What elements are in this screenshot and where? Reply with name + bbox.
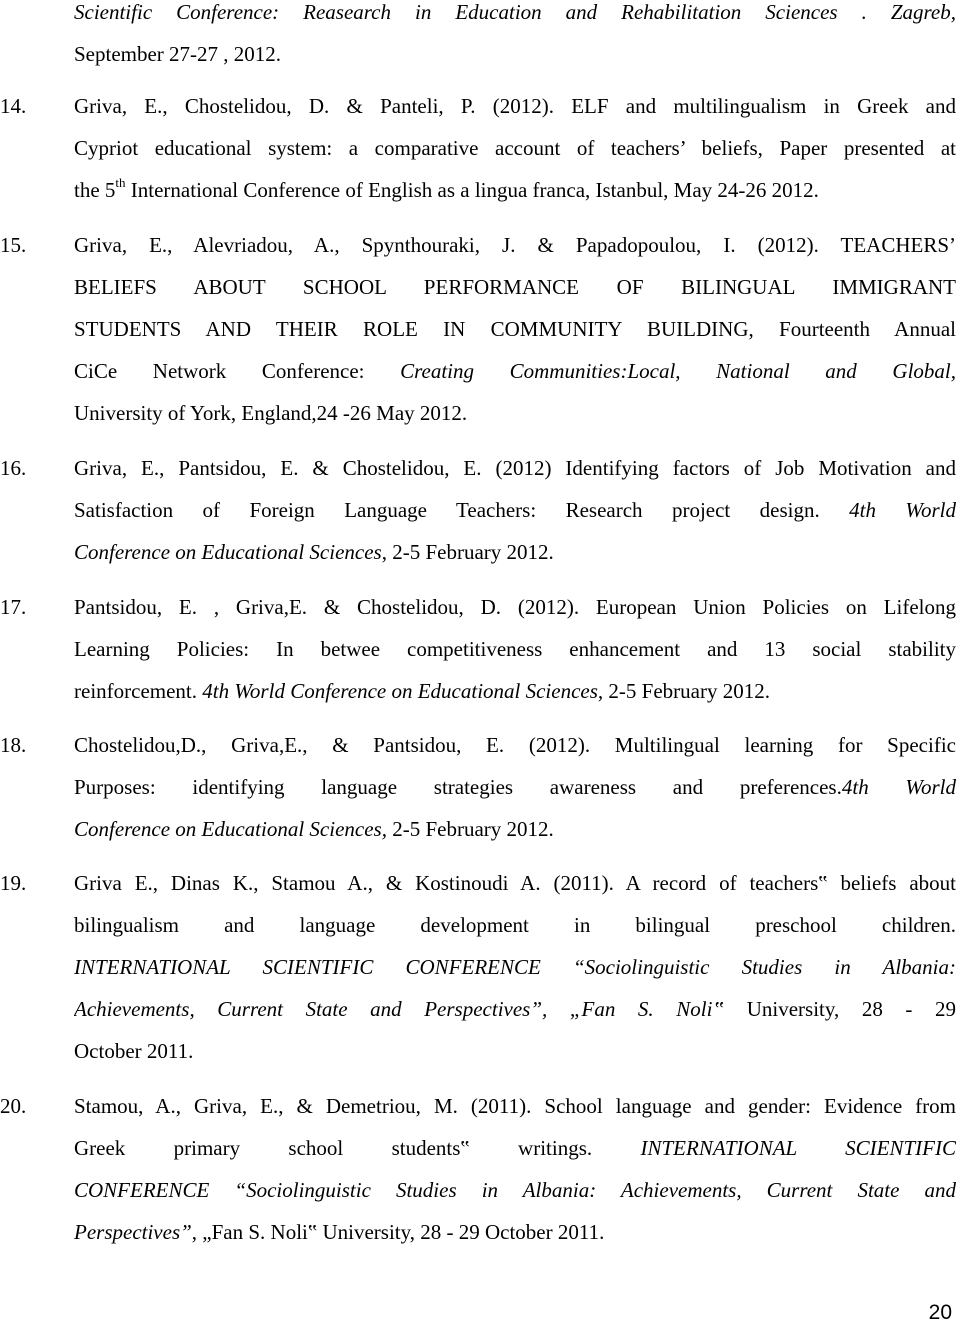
ref-line: Griva E., Dinas K., Stamou A., & Kostinoudi A. (2011). A record of teachers‟ beliefs about [74, 871, 956, 895]
ref-line [74, 989, 956, 1031]
ref-line: Chostelidou,D., Griva,E., & Pantsidou, E. (2012). Multilingual learning for Specific [74, 733, 956, 757]
ref-line: bilingualism and language development in bilingual preschool children. [74, 913, 956, 937]
ref-line [74, 767, 956, 809]
ref-text: University, 28 - 29 [724, 997, 956, 1021]
ref-text: reinforcement. [74, 679, 203, 703]
page-number: 20 [928, 1301, 952, 1324]
ref-conference-title: Creating Communities:Local, National and Global, [400, 359, 956, 383]
ref-line: September 27-27 , 2012. [74, 42, 282, 66]
ref-number: 18. [0, 733, 27, 757]
ref-line: Griva, E., Pantsidou, E. & Chostelidou, E. (2012) Identifying factors of Job Motivation and [74, 456, 956, 480]
ref-number: 17. [0, 595, 27, 619]
ref-line: BELIEFS ABOUT SCHOOL PERFORMANCE OF BILINGUAL IMMIGRANT [74, 275, 956, 299]
ref-line [74, 1212, 604, 1254]
ref-text: , „Fan S. Noli‟ University, 28 - 29 October 2011. [191, 1220, 605, 1244]
ref-text: 2-5 February 2012. [386, 817, 554, 841]
ref-number: 16. [0, 456, 27, 480]
ref-line: Griva, E., Chostelidou, D. & Panteli, P. (2012). ELF and multilingualism in Greek and [74, 94, 956, 118]
ref-text: CiCe Network Conference: [74, 359, 401, 383]
ref-text: Greek primary school students‟ writings. [74, 1136, 641, 1160]
ref-conference-title: Conference on Educational Sciences [74, 540, 382, 564]
ref-number: 20. [0, 1094, 27, 1118]
ref-line: STUDENTS AND THEIR ROLE IN COMMUNITY BUILDING, Fourteenth Annual [74, 317, 956, 341]
ref-number: 14. [0, 94, 27, 118]
ref-line: Cypriot educational system: a comparative account of teachers’ beliefs, Paper presented at [74, 136, 956, 160]
ref-line: Pantsidou, E. , Griva,E. & Chostelidou, D. (2012). European Union Policies on Lifelong [74, 595, 956, 619]
ref-conference-title: 4th World [849, 498, 956, 522]
ref-line: Griva, E., Alevriadou, A., Spynthouraki, J. & Papadopoulou, I. (2012). TEACHERS’ [74, 233, 956, 257]
ref-superscript: th [115, 175, 126, 190]
ref-text: Satisfaction of Foreign Language Teachers: Research project design. [74, 498, 850, 522]
ref-line: Scientific Conference: Reasearch in Education and Rehabilitation Sciences . Zagreb, [74, 0, 956, 24]
ref-line [74, 490, 956, 532]
ref-text: Purposes: identifying language strategies awareness and preferences. [74, 775, 842, 799]
ref-line [74, 1128, 956, 1170]
ref-number: 15. [0, 233, 27, 257]
ref-line [74, 170, 819, 212]
ref-text: the 5 [74, 178, 116, 202]
ref-conference-title: Conference on Educational Sciences, [74, 817, 387, 841]
ref-line [74, 809, 554, 851]
ref-line [74, 351, 956, 393]
ref-conference-title: Perspectives” [74, 1220, 192, 1244]
ref-conference-title: INTERNATIONAL SCIENTIFIC [640, 1136, 956, 1160]
ref-line: University of York, England,24 -26 May 2012. [74, 401, 468, 425]
ref-conference-title: 4th World Conference on Educational Sciences, [202, 679, 604, 703]
ref-conference-title: 4th World [841, 775, 956, 799]
ref-text: International Conference of English as a lingua franca, Istanbul, May 24-26 2012. [125, 178, 819, 202]
ref-conference-title: Achievements, Current State and Perspectives”, „Fan S. Noli‟ [74, 997, 725, 1021]
ref-text: , 2-5 February 2012. [381, 540, 554, 564]
ref-number: 19. [0, 871, 27, 895]
ref-line [74, 532, 554, 574]
ref-line: CONFERENCE “Sociolinguistic Studies in Albania: Achievements, Current State and [74, 1178, 956, 1202]
ref-line: INTERNATIONAL SCIENTIFIC CONFERENCE “Sociolinguistic Studies in Albania: [74, 955, 956, 979]
ref-line: Stamou, A., Griva, E., & Demetriou, M. (2011). School language and gender: Evidence from [74, 1094, 956, 1118]
ref-line: October 2011. [74, 1039, 194, 1063]
ref-line [74, 671, 770, 713]
ref-line: Learning Policies: In betwee competitiveness enhancement and 13 social stability [74, 637, 956, 661]
ref-text: 2-5 February 2012. [603, 679, 770, 703]
